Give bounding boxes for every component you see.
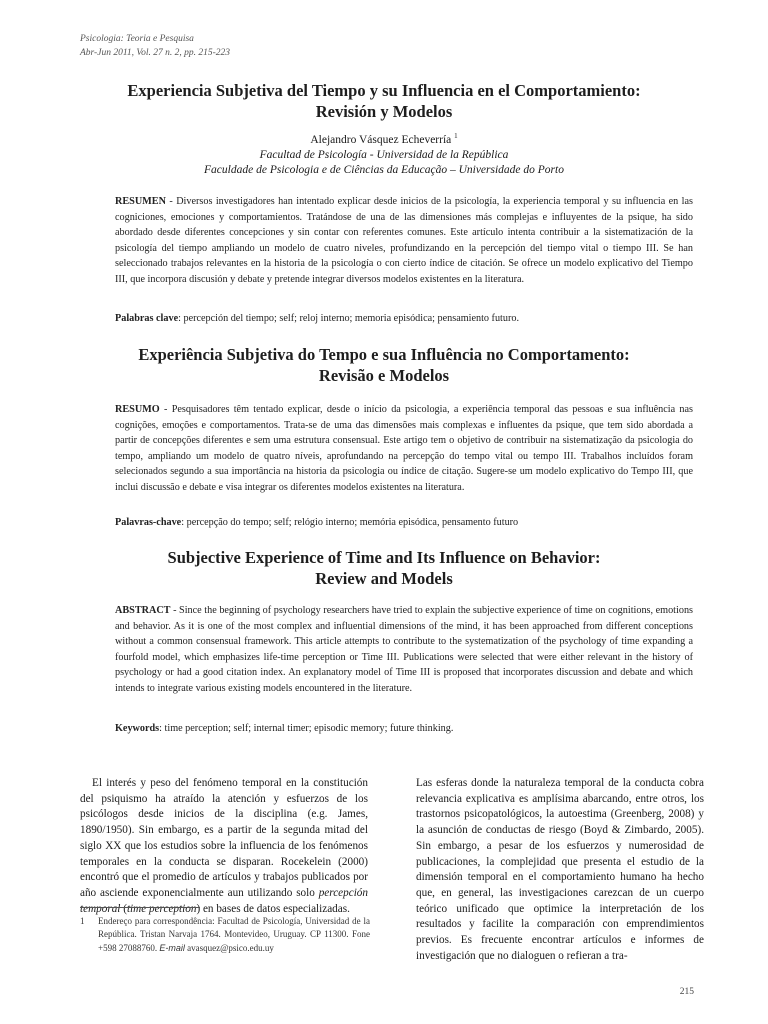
abstract-english-text: - Since the beginning of psychology researchers have tried to explain the subjective experience of time on cognitions, emotions and behavior. As it is one of the most complex and influential dimensions of the mind, it has been approached from different conceptions without a common consensual framework. This article attempts to contribute to the systematization of the psychology of time expanding a fourfold model, which emphasizes life-time perception or Time III. Publications were selected that were either relevant in the history of psychology or had a good citation index. An explanatory model of Time III is proposed that incorporates discussion and debate and which intends to integrate various existing models encountered in the literature. bbox=[115, 605, 693, 694]
abstract-english-label: ABSTRACT bbox=[115, 605, 171, 616]
abstract-portuguese bbox=[115, 402, 693, 495]
title-spanish bbox=[90, 80, 678, 122]
title-portuguese-line1: Experiência Subjetiva do Tempo e sua Influência no Comportamento: bbox=[138, 345, 630, 364]
author-footnote-mark: 1 bbox=[454, 132, 458, 140]
footnote-email: avasquez@psico.edu.uy bbox=[184, 942, 274, 953]
keywords-english bbox=[115, 721, 693, 737]
body-left-em2: time perception bbox=[126, 902, 197, 915]
title-spanish-line1: Experiencia Subjetiva del Tiempo y su Influencia en el Comportamiento: bbox=[127, 81, 641, 100]
author-name: Alejandro Vásquez Echeverría bbox=[310, 133, 452, 146]
body-left-part1: El interés y peso del fenómeno temporal en la constitución del psiquismo ha atraído la atención y esfuerzos de los psicólogos desde inicios de la disciplina (e.g. James, 1890/1950). Sin embargo, es a partir de la segunda mitad del siglo XX que los estudios sobre la influencia de los fenómenos temporales en la conducta se disparan. Rocekelein (2000) encontró que el promedio de artículos y trabajos publicados por año asciende exponencialmente aun utilizando solo bbox=[80, 777, 368, 899]
body-column-left bbox=[80, 776, 368, 917]
abstract-english bbox=[115, 603, 693, 696]
abstract-portuguese-text: - Pesquisadores têm tentado explicar, desde o início da psicologia, a experiência temporal das pessoas e sua influência nas cognições, emoções e comportamentos. Trata-se de uma das dimensões mais complexas e influentes da psique, que tem sido abordada a partir de concepções diferentes e sem uma estrutura consensual. Este artigo tem o objetivo de contribuir na sistematização da psicologia do tempo, ampliando um modelo de quatro níveis, aprofundando na percepção do tempo vital ou tempo III. Trabalhos incluídos foram selecionados segundo a sua importância na historia da psicologia ou índice de citação. Sugere-se um modelo explicativo do Tempo III, que inclui discussão e debate e visa integrar os diferentes modelos existentes na literatura. bbox=[115, 404, 693, 493]
keywords-english-label: Keywords bbox=[115, 723, 160, 734]
keywords-portuguese bbox=[115, 515, 693, 531]
journal-name: Psicologia: Teoria e Pesquisa bbox=[80, 34, 194, 44]
body-left-em1: percepción temporal bbox=[80, 886, 368, 915]
keywords-portuguese-label: Palavras-chave bbox=[115, 517, 182, 528]
footnote bbox=[80, 915, 370, 955]
running-head bbox=[80, 32, 230, 60]
title-english-line1: Subjective Experience of Time and Its Influence on Behavior: bbox=[167, 548, 601, 567]
keywords-spanish-text: : percepción del tiempo; self; reloj interno; memoria episódica; pensamiento futuro. bbox=[178, 313, 520, 324]
author-block bbox=[90, 129, 678, 178]
title-portuguese bbox=[90, 344, 678, 386]
abstract-spanish-label: RESUMEN bbox=[115, 196, 166, 207]
footnote-email-label: E-mail bbox=[159, 942, 185, 953]
keywords-portuguese-text: : percepção do tempo; self; relógio interno; memória episódica, pensamento futuro bbox=[181, 517, 519, 528]
affiliation-2: Faculdade de Psicologia e de Ciências da Educação – Universidade do Porto bbox=[204, 163, 564, 176]
title-portuguese-line2: Revisão e Modelos bbox=[318, 366, 450, 385]
abstract-portuguese-label: RESUMO bbox=[115, 404, 160, 415]
footnote-number: 1 bbox=[80, 916, 85, 926]
title-spanish-line2: Revisión y Modelos bbox=[315, 102, 453, 121]
footnote-text: Endereço para correspondência: Facultad de Psicología, Universidad de la República. Tristan Narvaja 1764. Montevideo, Uruguay. CP 11300. Fone +598 27088760. bbox=[98, 916, 370, 953]
page-number: 215 bbox=[679, 987, 694, 997]
footnote-divider bbox=[80, 907, 200, 908]
keywords-spanish bbox=[115, 311, 693, 327]
keywords-spanish-label: Palabras clave bbox=[115, 313, 179, 324]
body-left-part2: ( bbox=[120, 902, 127, 915]
abstract-spanish-text: - Diversos investigadores han intentado explicar desde inicios de la psicología, la experiencia temporal y su influencia en las cogniciones, emociones y comportamientos. Tratándose de una de las dimensiones más complejas e influyentes de la psique, ha sido abordado desde diferentes concepciones y sin contar con referentes comunes. Este artículo intenta contribuir a la sistematización de la psicología del tiempo ampliando un modelo de cuatro niveles, profundizando en la percepción del tiempo vital o tiempo III. Se han seleccionado trabajos relevantes en la historia de la psicología o con cierto índice de citación. Se ofrece un modelo explicativo del Tiempo III, que incorpora discusión y debate y pretende integrar diversos modelos existentes en la literatura. bbox=[115, 196, 693, 285]
affiliation-1: Facultad de Psicología - Universidad de la República bbox=[259, 148, 509, 161]
body-column-right: Las esferas donde la naturaleza temporal de la conducta cobra relevancia explicativa es amplísima abarcando, entre otros, los trastornos psicopatológicos, la autoestima (Greenberg, 2008) y la asunción de conductas de riesgo (Boyd & Zimbardo, 2005). Sin embargo, a pesar de los esfuerzos y numerosidad de publicaciones, la complejidad que presenta el estudio de la dimensión temporal en el comportamiento humano ha hecho que, en general, las investigaciones carezcan de un cuerpo teórico unificado que optimice la interpretación de los resultados y facilite la comparación con emprendimientos previos. Es frecuente encontrar artículos e informes de investigación que no dialoguen o refieran a tra- bbox=[416, 777, 704, 962]
title-english-line2: Review and Models bbox=[315, 569, 453, 588]
body-left-part3: ) en bases de datos especializadas. bbox=[196, 902, 350, 915]
title-english bbox=[90, 547, 678, 589]
issue-info: Abr-Jun 2011, Vol. 27 n. 2, pp. 215-223 bbox=[80, 48, 231, 58]
keywords-english-text: : time perception; self; internal timer; episodic memory; future thinking. bbox=[159, 723, 454, 734]
abstract-spanish bbox=[115, 194, 693, 287]
